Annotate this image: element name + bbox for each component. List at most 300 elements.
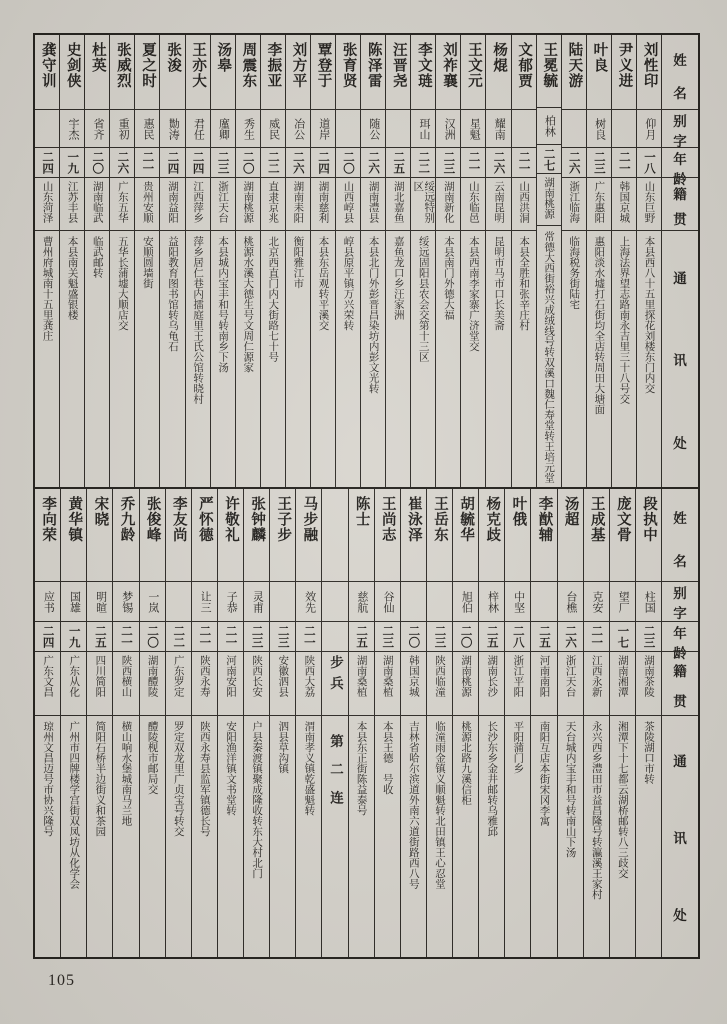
native-place-cell: 浙江平阳 bbox=[505, 651, 530, 715]
age-cell: 二三 bbox=[244, 621, 269, 651]
address-cell: 永兴西乡澧田市益昌隆号转瀛溪王家村 bbox=[584, 715, 609, 957]
native-place-cell: 湖南桃源 bbox=[236, 177, 260, 230]
address-cell: 衡阳雅江市 bbox=[286, 230, 310, 487]
native-place-cell: 广东文昌 bbox=[35, 651, 60, 715]
age-cell: 二四 bbox=[186, 147, 210, 177]
biezi-cell: 谷仙 bbox=[375, 581, 400, 621]
native-place-cell: 湖南长沙 bbox=[479, 651, 504, 715]
unit-title-line2: 第二连 bbox=[322, 715, 347, 957]
roster-table-bottom bbox=[35, 489, 698, 957]
biezi-cell bbox=[512, 109, 536, 147]
person-column bbox=[35, 35, 59, 487]
name-cell: 王文元 bbox=[466, 42, 483, 89]
name-cell: 叶良 bbox=[591, 42, 608, 73]
address-cell: 天台城内宝丰和号转南山下汤 bbox=[558, 715, 583, 957]
address-cell: 安顺圆墙街 bbox=[135, 230, 159, 487]
unit-title-line1: 步兵 bbox=[322, 651, 347, 715]
person-column bbox=[109, 35, 134, 487]
biezi-cell bbox=[562, 109, 586, 147]
name-cell: 张育贤 bbox=[340, 42, 357, 89]
header-age: 年 龄 bbox=[662, 621, 698, 651]
address-cell: 北京西直门内大街路七十号 bbox=[261, 230, 285, 487]
native-place-cell: 浙江天台 bbox=[558, 651, 583, 715]
native-place-cell: 湖南茶陵 bbox=[636, 651, 661, 715]
person-column bbox=[295, 489, 321, 957]
native-place-cell: 韩国京城 bbox=[401, 651, 426, 715]
name-cell: 段执中 bbox=[641, 496, 658, 543]
unit-empty-age bbox=[322, 621, 347, 651]
biezi-cell: 应书 bbox=[35, 581, 60, 621]
biezi-cell: 星魁 bbox=[461, 109, 485, 147]
age-cell: 二六 bbox=[361, 147, 385, 177]
person-column bbox=[410, 35, 435, 487]
address-cell: 嘉鱼龙口乡汪家洲 bbox=[386, 230, 410, 487]
age-cell: 二六 bbox=[286, 147, 310, 177]
age-cell: 二〇 bbox=[140, 621, 165, 651]
address-cell: 湘潭下十七都云湖桥邮转八三歧交 bbox=[610, 715, 635, 957]
person-column bbox=[385, 35, 410, 487]
age-cell: 二〇 bbox=[453, 621, 478, 651]
address-cell: 本县东岳观转平溪交 bbox=[311, 230, 335, 487]
address-cell: 绥远固阳县农会交第十三区 bbox=[411, 230, 435, 487]
person-column bbox=[35, 489, 60, 957]
age-cell: 二一 bbox=[192, 621, 217, 651]
person-column bbox=[134, 35, 159, 487]
header-biezi: 别 字 bbox=[662, 581, 698, 621]
age-cell: 二〇 bbox=[236, 147, 260, 177]
header-address: 通 讯 处 bbox=[662, 230, 698, 487]
person-column bbox=[426, 489, 452, 957]
address-cell: 陕西永寿县监军镇德长号 bbox=[192, 715, 217, 957]
name-cell: 李文琏 bbox=[415, 42, 432, 89]
person-column bbox=[159, 35, 184, 487]
address-cell: 户县秦渡镇聚成隆收转东大村北门 bbox=[244, 715, 269, 957]
name-cell: 许敬礼 bbox=[223, 496, 240, 543]
age-cell: 二一 bbox=[461, 147, 485, 177]
address-cell: 本县东正街陈益泰号 bbox=[349, 715, 374, 957]
biezi-cell: 秀生 bbox=[236, 109, 260, 147]
age-cell: 二〇 bbox=[401, 621, 426, 651]
header-column bbox=[661, 489, 698, 957]
age-cell: 二三 bbox=[375, 621, 400, 651]
name-cell: 庞文骨 bbox=[614, 496, 631, 543]
name-cell: 汤皋 bbox=[215, 42, 232, 73]
age-cell: 二二 bbox=[261, 147, 285, 177]
native-place-cell: 湖南慈利 bbox=[311, 177, 335, 230]
name-cell: 覃登于 bbox=[315, 42, 332, 89]
age-cell: 二六 bbox=[558, 621, 583, 651]
name-cell: 张俊峰 bbox=[144, 496, 161, 543]
biezi-cell: 旭伯 bbox=[453, 581, 478, 621]
age-cell: 二〇 bbox=[85, 147, 109, 177]
address-cell: 本县南关魁盛银楼 bbox=[60, 230, 84, 487]
name-cell: 王岳东 bbox=[432, 496, 449, 543]
name-cell: 胡毓华 bbox=[458, 496, 475, 543]
person-column bbox=[360, 35, 385, 487]
scanned-roster-page bbox=[33, 33, 700, 959]
age-cell: 二四 bbox=[311, 147, 335, 177]
native-place-cell: 韩国京城 bbox=[612, 177, 636, 230]
name-cell: 王亦大 bbox=[190, 42, 207, 89]
biezi-cell: 耀南 bbox=[486, 109, 510, 147]
native-place-cell: 广东从化 bbox=[61, 651, 86, 715]
name-cell: 王子步 bbox=[275, 496, 292, 543]
biezi-cell: 重初 bbox=[110, 109, 134, 147]
person-column bbox=[635, 489, 661, 957]
person-column bbox=[400, 489, 426, 957]
name-cell: 杨克歧 bbox=[484, 496, 501, 543]
name-cell: 史剑侠 bbox=[64, 42, 81, 89]
person-column bbox=[185, 35, 210, 487]
person-column bbox=[60, 489, 86, 957]
person-column bbox=[485, 35, 510, 487]
name-cell: 李向荣 bbox=[40, 496, 57, 543]
header-address: 通 讯 处 bbox=[662, 715, 698, 957]
name-cell: 陈泽雷 bbox=[365, 42, 382, 89]
biezi-cell: 一岚 bbox=[140, 581, 165, 621]
name-cell: 夏之时 bbox=[140, 42, 156, 89]
age-cell: 二〇 bbox=[336, 147, 360, 177]
native-place-cell: 直隶京兆 bbox=[261, 177, 285, 230]
biezi-cell: 效先 bbox=[296, 581, 321, 621]
person-column bbox=[84, 35, 109, 487]
name-cell: 张钟麟 bbox=[249, 496, 266, 543]
age-cell: 二四 bbox=[35, 147, 59, 177]
roster-table-frame bbox=[33, 33, 700, 959]
person-column bbox=[586, 35, 611, 487]
name-cell: 文郁贾 bbox=[516, 42, 533, 89]
name-cell: 王冕毓 bbox=[541, 42, 558, 89]
address-cell: 琼州文昌迈号市协兴隆号 bbox=[35, 715, 60, 957]
biezi-cell: 让三 bbox=[192, 581, 217, 621]
name-cell: 王尚志 bbox=[379, 496, 396, 543]
biezi-cell: 树良 bbox=[587, 109, 611, 147]
name-cell: 乔九龄 bbox=[118, 496, 135, 543]
native-place-cell: 浙江临海 bbox=[562, 177, 586, 230]
address-cell: 南阳互店本街宋冈李寓 bbox=[531, 715, 556, 957]
person-column bbox=[139, 489, 165, 957]
age-cell: 二三 bbox=[211, 147, 235, 177]
address-cell: 上海法界望志路南永吉里三十八号交 bbox=[612, 230, 636, 487]
biezi-cell: 随公 bbox=[361, 109, 385, 147]
address-cell: 本县西南李家寨广济堂交 bbox=[461, 230, 485, 487]
biezi-cell bbox=[35, 109, 59, 147]
person-column bbox=[260, 35, 285, 487]
native-place-cell: 陕西临潼 bbox=[427, 651, 452, 715]
header-jiguan: 籍 贯 bbox=[662, 177, 698, 230]
name-cell: 杨焜 bbox=[491, 42, 508, 73]
biezi-cell: 珥山 bbox=[411, 109, 435, 147]
person-column bbox=[59, 35, 84, 487]
header-column bbox=[661, 35, 698, 487]
native-place-cell: 湖南桑植 bbox=[349, 651, 374, 715]
age-cell: 一九 bbox=[60, 147, 84, 177]
header-name: 姓 名 bbox=[673, 52, 687, 102]
age-cell: 二六 bbox=[486, 147, 510, 177]
address-cell: 平阳蒲门乡 bbox=[505, 715, 530, 957]
biezi-cell: 子恭 bbox=[218, 581, 243, 621]
person-column bbox=[335, 35, 360, 487]
person-column bbox=[235, 35, 260, 487]
biezi-cell: 克安 bbox=[584, 581, 609, 621]
native-place-cell: 云南昆明 bbox=[486, 177, 510, 230]
age-cell: 二五 bbox=[479, 621, 504, 651]
age-cell: 二三 bbox=[587, 147, 611, 177]
name-cell: 尹义进 bbox=[616, 42, 633, 89]
person-column bbox=[452, 489, 478, 957]
age-cell: 二一 bbox=[113, 621, 138, 651]
address-cell: 临武邮转 bbox=[85, 230, 109, 487]
roster-table-top bbox=[35, 35, 698, 489]
person-column bbox=[86, 489, 112, 957]
native-place-cell: 山西洪洞 bbox=[512, 177, 536, 230]
header-biezi: 别 字 bbox=[662, 109, 698, 147]
person-column bbox=[511, 35, 536, 487]
age-cell: 二二 bbox=[411, 147, 435, 177]
address-cell: 桃源水溪大德生号文周仁源家 bbox=[236, 230, 260, 487]
age-cell: 二六 bbox=[562, 147, 586, 177]
native-place-cell: 陕西横山 bbox=[113, 651, 138, 715]
native-place-cell: 湖南耒阳 bbox=[286, 177, 310, 230]
age-cell: 二四 bbox=[160, 147, 184, 177]
address-cell: 萍乡居仁巷内擂庭里王氏公馆转晓村 bbox=[186, 230, 210, 487]
name-cell: 崔泳泽 bbox=[405, 496, 422, 543]
native-place-cell: 广东惠阳 bbox=[587, 177, 611, 230]
native-place-cell: 山东巨野 bbox=[637, 177, 661, 230]
biezi-cell: 惠民 bbox=[135, 109, 159, 147]
native-place-cell: 广东五华 bbox=[110, 177, 134, 230]
biezi-cell bbox=[531, 581, 556, 621]
age-cell: 一七 bbox=[610, 621, 635, 651]
biezi-cell: 君任 bbox=[186, 109, 210, 147]
biezi-cell: 廑卿 bbox=[211, 109, 235, 147]
unit-empty-name bbox=[322, 489, 347, 581]
person-column bbox=[269, 489, 295, 957]
header-jiguan: 籍 贯 bbox=[662, 651, 698, 715]
person-column bbox=[243, 489, 269, 957]
person-column bbox=[191, 489, 217, 957]
native-place-cell: 湖南益阳 bbox=[160, 177, 184, 230]
biezi-cell: 明暄 bbox=[87, 581, 112, 621]
person-column bbox=[636, 35, 661, 487]
age-cell: 二三 bbox=[427, 621, 452, 651]
native-place-cell: 广东罗定 bbox=[166, 651, 191, 715]
name-cell: 王成基 bbox=[588, 496, 605, 543]
biezi-cell: 道岸 bbox=[311, 109, 335, 147]
person-column bbox=[504, 489, 530, 957]
address-cell: 曹州府城南十五里龚庄 bbox=[35, 230, 59, 487]
native-place-cell: 江苏丰县 bbox=[60, 177, 84, 230]
biezi-cell bbox=[612, 109, 636, 147]
native-place-cell: 湖南临武 bbox=[85, 177, 109, 230]
address-cell: 益阳教育图书馆转乌龟石 bbox=[160, 230, 184, 487]
age-cell: 二六 bbox=[110, 147, 134, 177]
person-column bbox=[536, 35, 561, 487]
age-cell: 二一 bbox=[218, 621, 243, 651]
age-cell: 二一 bbox=[135, 147, 159, 177]
native-place-cell: 湖南湘潭 bbox=[610, 651, 635, 715]
name-cell: 张威烈 bbox=[114, 42, 131, 89]
age-cell: 二一 bbox=[512, 147, 536, 177]
native-place-cell: 山西崞县 bbox=[336, 177, 360, 230]
native-place-cell: 陕西永寿 bbox=[192, 651, 217, 715]
person-column bbox=[478, 489, 504, 957]
person-column bbox=[611, 35, 636, 487]
name-cell: 汪晋尧 bbox=[390, 42, 407, 89]
biezi-cell bbox=[427, 581, 452, 621]
native-place-cell: 江西永新 bbox=[584, 651, 609, 715]
address-cell: 醴陵枧市邮局交 bbox=[140, 715, 165, 957]
biezi-cell: 威民 bbox=[261, 109, 285, 147]
person-column bbox=[285, 35, 310, 487]
biezi-cell: 柏林 bbox=[537, 107, 561, 144]
biezi-cell: 梦锡 bbox=[113, 581, 138, 621]
biezi-cell bbox=[336, 109, 360, 147]
person-column bbox=[561, 35, 586, 487]
native-place-cell: 江西萍乡 bbox=[186, 177, 210, 230]
native-place-cell: 湖南新化 bbox=[436, 177, 460, 230]
native-place-cell: 安徽泗县 bbox=[270, 651, 295, 715]
person-column bbox=[310, 35, 335, 487]
name-cell: 叶俄 bbox=[510, 496, 527, 527]
age-cell: 二五 bbox=[349, 621, 374, 651]
biezi-cell: 望厂 bbox=[610, 581, 635, 621]
age-cell: 二四 bbox=[35, 621, 60, 651]
biezi-cell bbox=[166, 581, 191, 621]
person-column bbox=[112, 489, 138, 957]
biezi-cell: 中坚 bbox=[505, 581, 530, 621]
header-age: 年 龄 bbox=[662, 147, 698, 177]
age-cell: 二三 bbox=[636, 621, 661, 651]
biezi-cell: 国雄 bbox=[61, 581, 86, 621]
biezi-cell: 勚涛 bbox=[160, 109, 184, 147]
address-cell: 桃源北路九溪信柜 bbox=[453, 715, 478, 957]
address-cell: 本县全胜和张辛庄村 bbox=[512, 230, 536, 487]
native-place-cell: 湖南桃源 bbox=[537, 173, 561, 225]
address-cell: 简阳石桥半边街义和茶园 bbox=[87, 715, 112, 957]
native-place-cell: 山东临邑 bbox=[461, 177, 485, 230]
address-cell: 崞县原平镇万兴荣转 bbox=[336, 230, 360, 487]
name-cell: 严怀德 bbox=[196, 496, 213, 543]
person-column bbox=[609, 489, 635, 957]
biezi-cell bbox=[270, 581, 295, 621]
native-place-cell: 湖南桑植 bbox=[375, 651, 400, 715]
biezi-cell bbox=[401, 581, 426, 621]
person-column bbox=[460, 35, 485, 487]
header-name: 姓 名 bbox=[673, 511, 687, 569]
native-place-cell: 湖南澧县 bbox=[361, 177, 385, 230]
native-place-cell: 河南安阳 bbox=[218, 651, 243, 715]
unit-title-column bbox=[321, 489, 347, 957]
name-cell: 宋晓 bbox=[92, 496, 109, 527]
address-cell: 泗县草沟镇 bbox=[270, 715, 295, 957]
address-cell: 长沙东乡金井邮转乌雅邱 bbox=[479, 715, 504, 957]
address-cell: 惠阳淡水墟打石街均全店转周田大塘面 bbox=[587, 230, 611, 487]
age-cell: 一九 bbox=[61, 621, 86, 651]
biezi-cell: 梓林 bbox=[479, 581, 504, 621]
address-cell: 横山响水堡城南马兰地 bbox=[113, 715, 138, 957]
person-column bbox=[557, 489, 583, 957]
person-column bbox=[165, 489, 191, 957]
address-cell: 本县南门外德大福 bbox=[436, 230, 460, 487]
name-cell: 周震东 bbox=[240, 42, 257, 89]
address-cell: 常德大西街裕兴成绒线号转双溪口魏仁寿堂转王培元堂 bbox=[537, 225, 561, 487]
age-cell: 二二 bbox=[166, 621, 191, 651]
age-cell: 二八 bbox=[505, 621, 530, 651]
address-cell: 广州市四牌楼学宫街双凤坊从化学会 bbox=[61, 715, 86, 957]
name-cell: 李友尚 bbox=[170, 496, 187, 543]
native-place-cell: 贵州安顺 bbox=[135, 177, 159, 230]
native-place-cell: 陕西长安 bbox=[244, 651, 269, 715]
address-cell: 本县北门外彭晋昌染坊内彭文光转 bbox=[361, 230, 385, 487]
biezi-cell bbox=[386, 109, 410, 147]
age-cell: 二三 bbox=[270, 621, 295, 651]
biezi-cell: 慈航 bbox=[349, 581, 374, 621]
name-cell: 李猷辅 bbox=[536, 496, 553, 543]
name-cell: 黄华镇 bbox=[66, 496, 83, 543]
address-cell: 昆明市马市口长美斋 bbox=[486, 230, 510, 487]
age-cell: 二五 bbox=[531, 621, 556, 651]
page-number: 105 bbox=[48, 972, 75, 989]
age-cell: 二五 bbox=[87, 621, 112, 651]
native-place-cell: 湖南桃源 bbox=[453, 651, 478, 715]
biezi-cell: 柱国 bbox=[636, 581, 661, 621]
address-cell: 本县西八十五里探花刘楼东门内交 bbox=[637, 230, 661, 487]
native-place-cell: 湖南醴陵 bbox=[140, 651, 165, 715]
age-cell: 二一 bbox=[612, 147, 636, 177]
age-cell: 二一 bbox=[296, 621, 321, 651]
native-place-cell: 浙江天台 bbox=[211, 177, 235, 230]
native-place-cell: 绥远特别区 bbox=[411, 177, 435, 230]
address-cell: 本县城内宝丰和号转南乡下汤 bbox=[211, 230, 235, 487]
age-cell: 二五 bbox=[386, 147, 410, 177]
name-cell: 刘性印 bbox=[641, 42, 658, 89]
name-cell: 杜英 bbox=[89, 42, 106, 73]
address-cell: 五华长蒲墟大顺店交 bbox=[110, 230, 134, 487]
address-cell: 安阳渔洋镇文书堂转 bbox=[218, 715, 243, 957]
biezi-cell: 台樵 bbox=[558, 581, 583, 621]
address-cell: 临海税务街陆宅 bbox=[562, 230, 586, 487]
biezi-cell: 冶公 bbox=[286, 109, 310, 147]
biezi-cell: 宇杰 bbox=[60, 109, 84, 147]
native-place-cell: 河南南阳 bbox=[531, 651, 556, 715]
name-cell: 马步融 bbox=[301, 496, 318, 543]
name-cell: 陈士 bbox=[353, 496, 370, 527]
age-cell: 二三 bbox=[436, 147, 460, 177]
age-cell: 二一 bbox=[584, 621, 609, 651]
address-cell: 本县王德 号收 bbox=[375, 715, 400, 957]
biezi-cell: 仰月 bbox=[637, 109, 661, 147]
name-cell: 汤超 bbox=[562, 496, 579, 527]
person-column bbox=[530, 489, 556, 957]
native-place-cell: 山东菏泽 bbox=[35, 177, 59, 230]
address-cell: 茶陵湖口市转 bbox=[636, 715, 661, 957]
name-cell: 刘方平 bbox=[290, 42, 307, 89]
person-column bbox=[348, 489, 374, 957]
name-cell: 李振亚 bbox=[265, 42, 282, 89]
age-cell: 一八 bbox=[637, 147, 661, 177]
name-cell: 张浚 bbox=[165, 42, 182, 73]
person-column bbox=[374, 489, 400, 957]
address-cell: 渭南孝义镇乾盛魁转 bbox=[296, 715, 321, 957]
address-cell: 吉林省哈尔滨道外南六道街路西八号 bbox=[401, 715, 426, 957]
native-place-cell: 湖北嘉鱼 bbox=[386, 177, 410, 230]
person-column bbox=[583, 489, 609, 957]
biezi-cell: 汉洲 bbox=[436, 109, 460, 147]
native-place-cell: 陕西大荔 bbox=[296, 651, 321, 715]
biezi-cell: 灵甫 bbox=[244, 581, 269, 621]
address-cell: 临潼雨金镇义顺魁转北田镇王心忍堂 bbox=[427, 715, 452, 957]
